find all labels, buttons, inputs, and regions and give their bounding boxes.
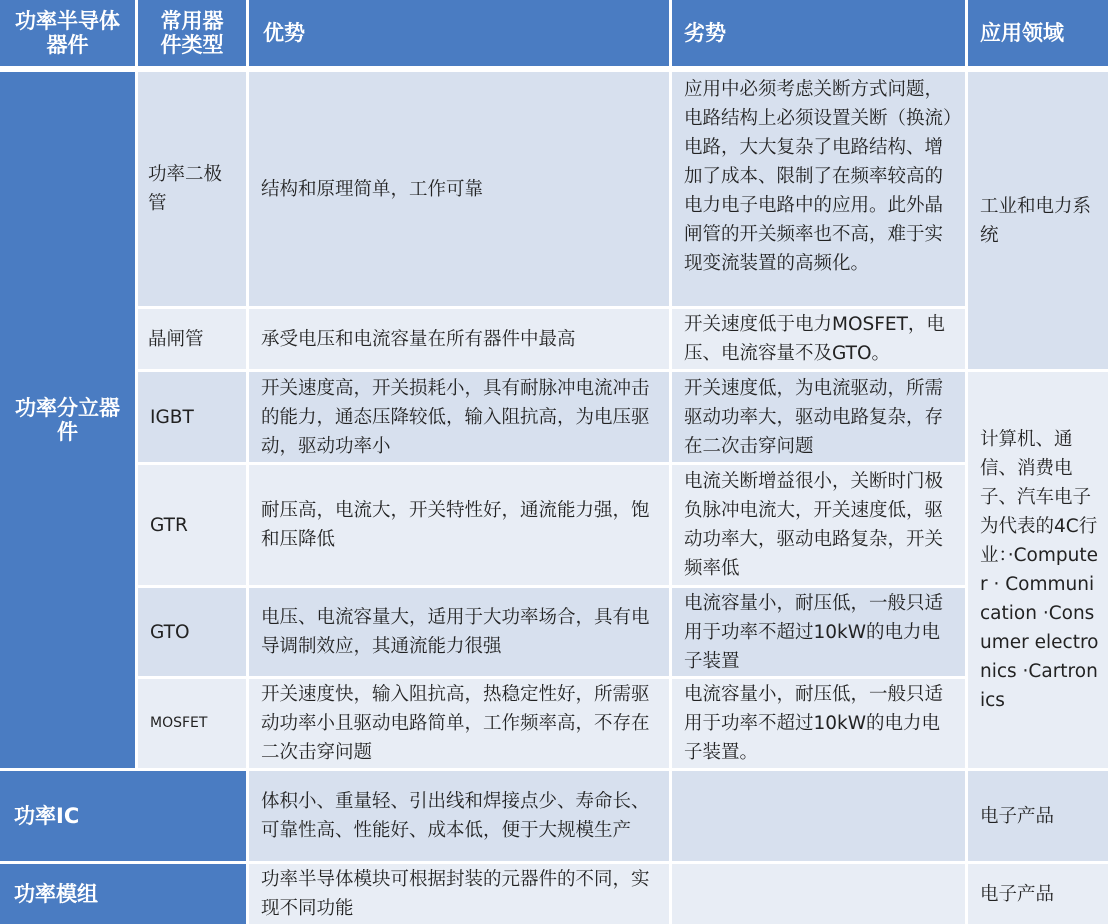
type-label: 功率二极管 [148,164,223,214]
table-row-disadvantages [672,771,965,861]
table-row-disadvantages [672,679,965,768]
category-power-module [0,864,246,924]
header-disadvantages [672,0,965,66]
type-label: IGBT [150,406,194,428]
disadvantages-text: 应用中必须考虑关断方式问题，电路结构上必须设置关断（换流）电路，大大复杂了电路结构、增加了成本、限制了在频率较高的电力电子电路中的应用。此外晶闸管的开关频率也不高，难于实现变流装置的高频化。 [684,79,953,274]
disadvantages-text: 电流容量小，耐压低，一般只适用于功率不超过10kW的电力电子装置。 [684,684,944,763]
table-row-disadvantages [672,864,965,924]
category-power-ic [0,771,246,861]
application-industrial-text: 工业和电力系统 [980,195,1092,246]
type-label: 晶闸管 [148,328,204,350]
header-category [0,0,135,66]
header-type [138,0,246,66]
advantages-text: 电压、电流容量大，适用于大功率场合，具有电导调制效应，其通流能力很强 [261,607,650,657]
table-row-advantages [249,465,669,585]
table-row-disadvantages [672,588,965,676]
disadvantages-text: 开关速度低，为电流驱动，所需驱动功率大，驱动电路复杂，存在二次击穿问题 [684,377,944,457]
header-type-label: 常用器件类型 [160,9,224,57]
table-row-disadvantages [672,309,965,369]
table-row-advantages [249,864,669,924]
type-label: GTO [150,621,190,643]
category-discrete-devices [0,72,135,768]
advantages-text: 开关速度高，开关损耗小，具有耐脉冲电流冲击的能力，通态压降较低，输入阻抗高，为电压驱动，驱动功率小 [261,377,650,457]
application-ic [968,771,1108,861]
table-row-advantages [249,679,669,768]
header-disadvantages-label: 劣势 [684,21,726,45]
category-ic-label: 功率IC [14,804,80,828]
application-4c-text: 计算机、通信、消费电子、汽车电子为代表的4C行业：·Computer · Communication ·Consumer electronics ·Cartronics [980,429,1099,711]
advantages-text: 功率半导体模块可根据封装的元器件的不同，实现不同功能 [261,869,650,919]
table-row-type [138,465,246,585]
header-category-label: 功率半导体器件 [15,9,120,57]
header-advantages [249,0,669,66]
application-industrial [968,72,1108,369]
category-module-label: 功率模组 [14,882,98,906]
advantages-text: 开关速度快，输入阻抗高，热稳定性好，所需驱动功率小且驱动电路简单，工作频率高，不存在二次击穿问题 [261,684,650,763]
table-row-type [138,679,246,768]
advantages-text: 耐压高，电流大，开关特性好，通流能力强，饱和压降低 [261,500,650,550]
table-row-advantages [249,372,669,462]
advantages-text: 体积小、重量轻、引出线和焊接点少、寿命长、可靠性高、性能好、成本低，便于大规模生产 [261,791,650,841]
type-label: MOSFET [150,715,208,731]
table-row-type [138,309,246,369]
advantages-text: 结构和原理简单，工作可靠 [261,178,484,200]
application-module-text: 电子产品 [980,883,1055,905]
application-module [968,864,1108,924]
table-row-type [138,72,246,306]
header-advantages-label: 优势 [263,21,305,45]
disadvantages-text: 电流关断增益很小，关断时门极负脉冲电流大，开关速度低，驱动功率大，驱动电路复杂，开关频率低 [684,471,944,579]
table-row-advantages [249,309,669,369]
table-row-type [138,372,246,462]
header-applications [968,0,1108,66]
application-4c [968,372,1108,768]
header-applications-label: 应用领域 [980,21,1064,45]
table-row-advantages [249,72,669,306]
table-row-disadvantages [672,372,965,462]
table-row-disadvantages [672,72,965,306]
disadvantages-text: 开关速度低于电力MOSFET，电压、电流容量不及GTO。 [684,314,945,364]
table-row-disadvantages [672,465,965,585]
table-row-type [138,588,246,676]
category-discrete-label: 功率分立器件 [15,396,120,444]
table-row-advantages [249,771,669,861]
disadvantages-text: 电流容量小，耐压低，一般只适用于功率不超过10kW的电力电子装置 [684,592,944,672]
type-label: GTR [150,514,188,536]
application-ic-text: 电子产品 [980,805,1055,827]
table-row-advantages [249,588,669,676]
advantages-text: 承受电压和电流容量在所有器件中最高 [261,328,576,350]
